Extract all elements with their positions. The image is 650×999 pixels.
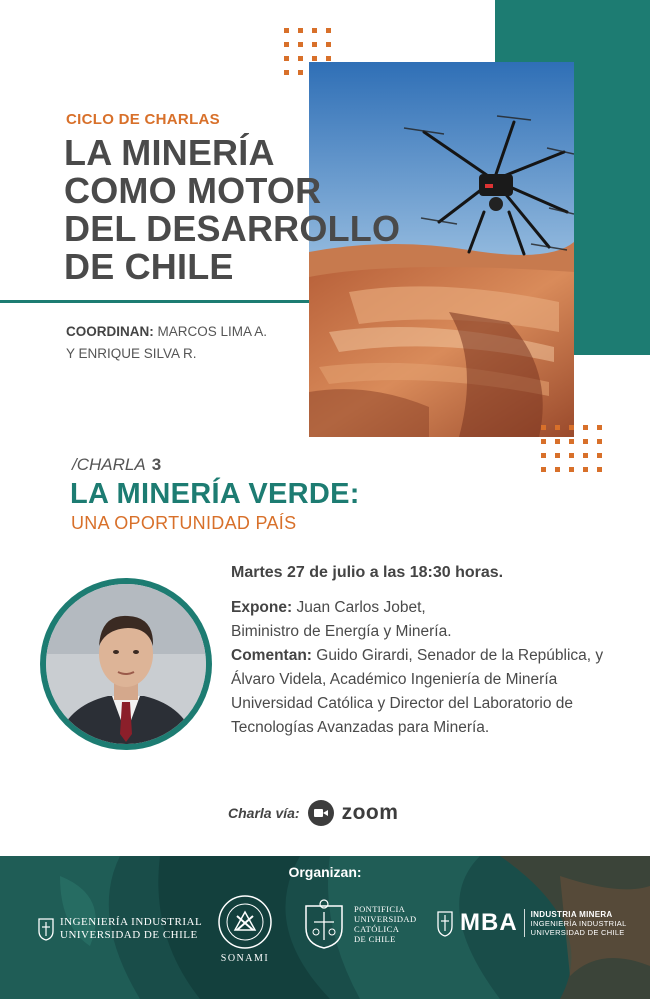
logo-mba-word: MBA (460, 909, 518, 936)
university-crest-icon (436, 908, 454, 938)
series-title (64, 134, 484, 286)
logo-sonami (217, 894, 273, 964)
talk-number (72, 455, 161, 475)
series-title-line: DEL DESARROLLO (64, 208, 401, 249)
logo-puc-line1: PONTIFICIA (354, 904, 406, 914)
coordinators-names: MARCOS LIMA A. (153, 324, 268, 339)
logo-pontificia-universidad-catolica (302, 898, 416, 950)
logo-mba-separator (524, 909, 525, 937)
speaker-portrait-frame (40, 578, 212, 750)
divider-line (0, 300, 309, 303)
series-title-line: COMO MOTOR (64, 170, 322, 211)
coordinators (66, 321, 267, 365)
logo-ingenieria-industrial (38, 916, 202, 942)
logo-puc-line4: DE CHILE (354, 934, 396, 944)
logo-sonami-name: SONAMI (220, 953, 270, 964)
logo-mba-industria-minera (436, 908, 627, 938)
logo-ii-line2: UNIVERSIDAD DE CHILE (60, 929, 198, 941)
sonami-seal-icon (217, 894, 273, 950)
talk-subtitle: UNA OPORTUNIDAD PAÍS (71, 513, 297, 533)
event-datetime: Martes 27 de julio a las 18:30 horas. (231, 564, 504, 581)
logo-puc-line2: UNIVERSIDAD (354, 914, 417, 924)
series-title-line: LA MINERÍA (64, 132, 275, 173)
talk-number-value: 3 (151, 455, 162, 474)
logo-mba-line2: INGENIERÍA INDUSTRIAL (530, 918, 627, 928)
decorative-dot-grid-middle (541, 425, 602, 472)
commenters-label: Comentan: (231, 647, 312, 664)
puc-crest-icon (302, 898, 346, 950)
coordinators-names-line2: Y ENRIQUE SILVA R. (66, 346, 197, 361)
zoom-logo: zoom (341, 801, 399, 824)
logo-mba-line1: INDUSTRIA MINERA (530, 909, 613, 919)
speaker-name: Juan Carlos Jobet, (292, 599, 426, 616)
series-label: CICLO DE CHARLAS (66, 111, 220, 128)
speaker-role: Biministro de Energía y Minería. (231, 623, 452, 640)
talk-prefix: /CHARLA (72, 455, 146, 474)
talk-platform (228, 800, 398, 826)
organizers-label: Organizan: (288, 864, 362, 880)
via-label: Charla vía: (228, 805, 300, 821)
logo-mba-line3: UNIVERSIDAD DE CHILE (530, 927, 625, 937)
logo-ii-line1: INGENIERÍA INDUSTRIAL (60, 916, 203, 928)
logo-puc-line3: CATÓLICA (354, 924, 400, 934)
video-camera-icon (308, 800, 334, 826)
event-details (231, 596, 626, 740)
speaker-portrait (46, 584, 206, 744)
speaker-label: Expone: (231, 599, 293, 616)
talk-title: LA MINERÍA VERDE: (70, 478, 360, 510)
coordinators-label: COORDINAN: (66, 324, 154, 339)
organizers-footer (0, 856, 650, 999)
commenters-text: Guido Girardi, Senador de la República, y Álvaro Videla, Académico Ingeniería de Minería Universidad Católica y Director del Laboratorio de Tecnologías Avanzadas para Minería. (231, 647, 604, 736)
university-crest-icon (38, 917, 54, 941)
series-title-line: DE CHILE (64, 246, 234, 287)
